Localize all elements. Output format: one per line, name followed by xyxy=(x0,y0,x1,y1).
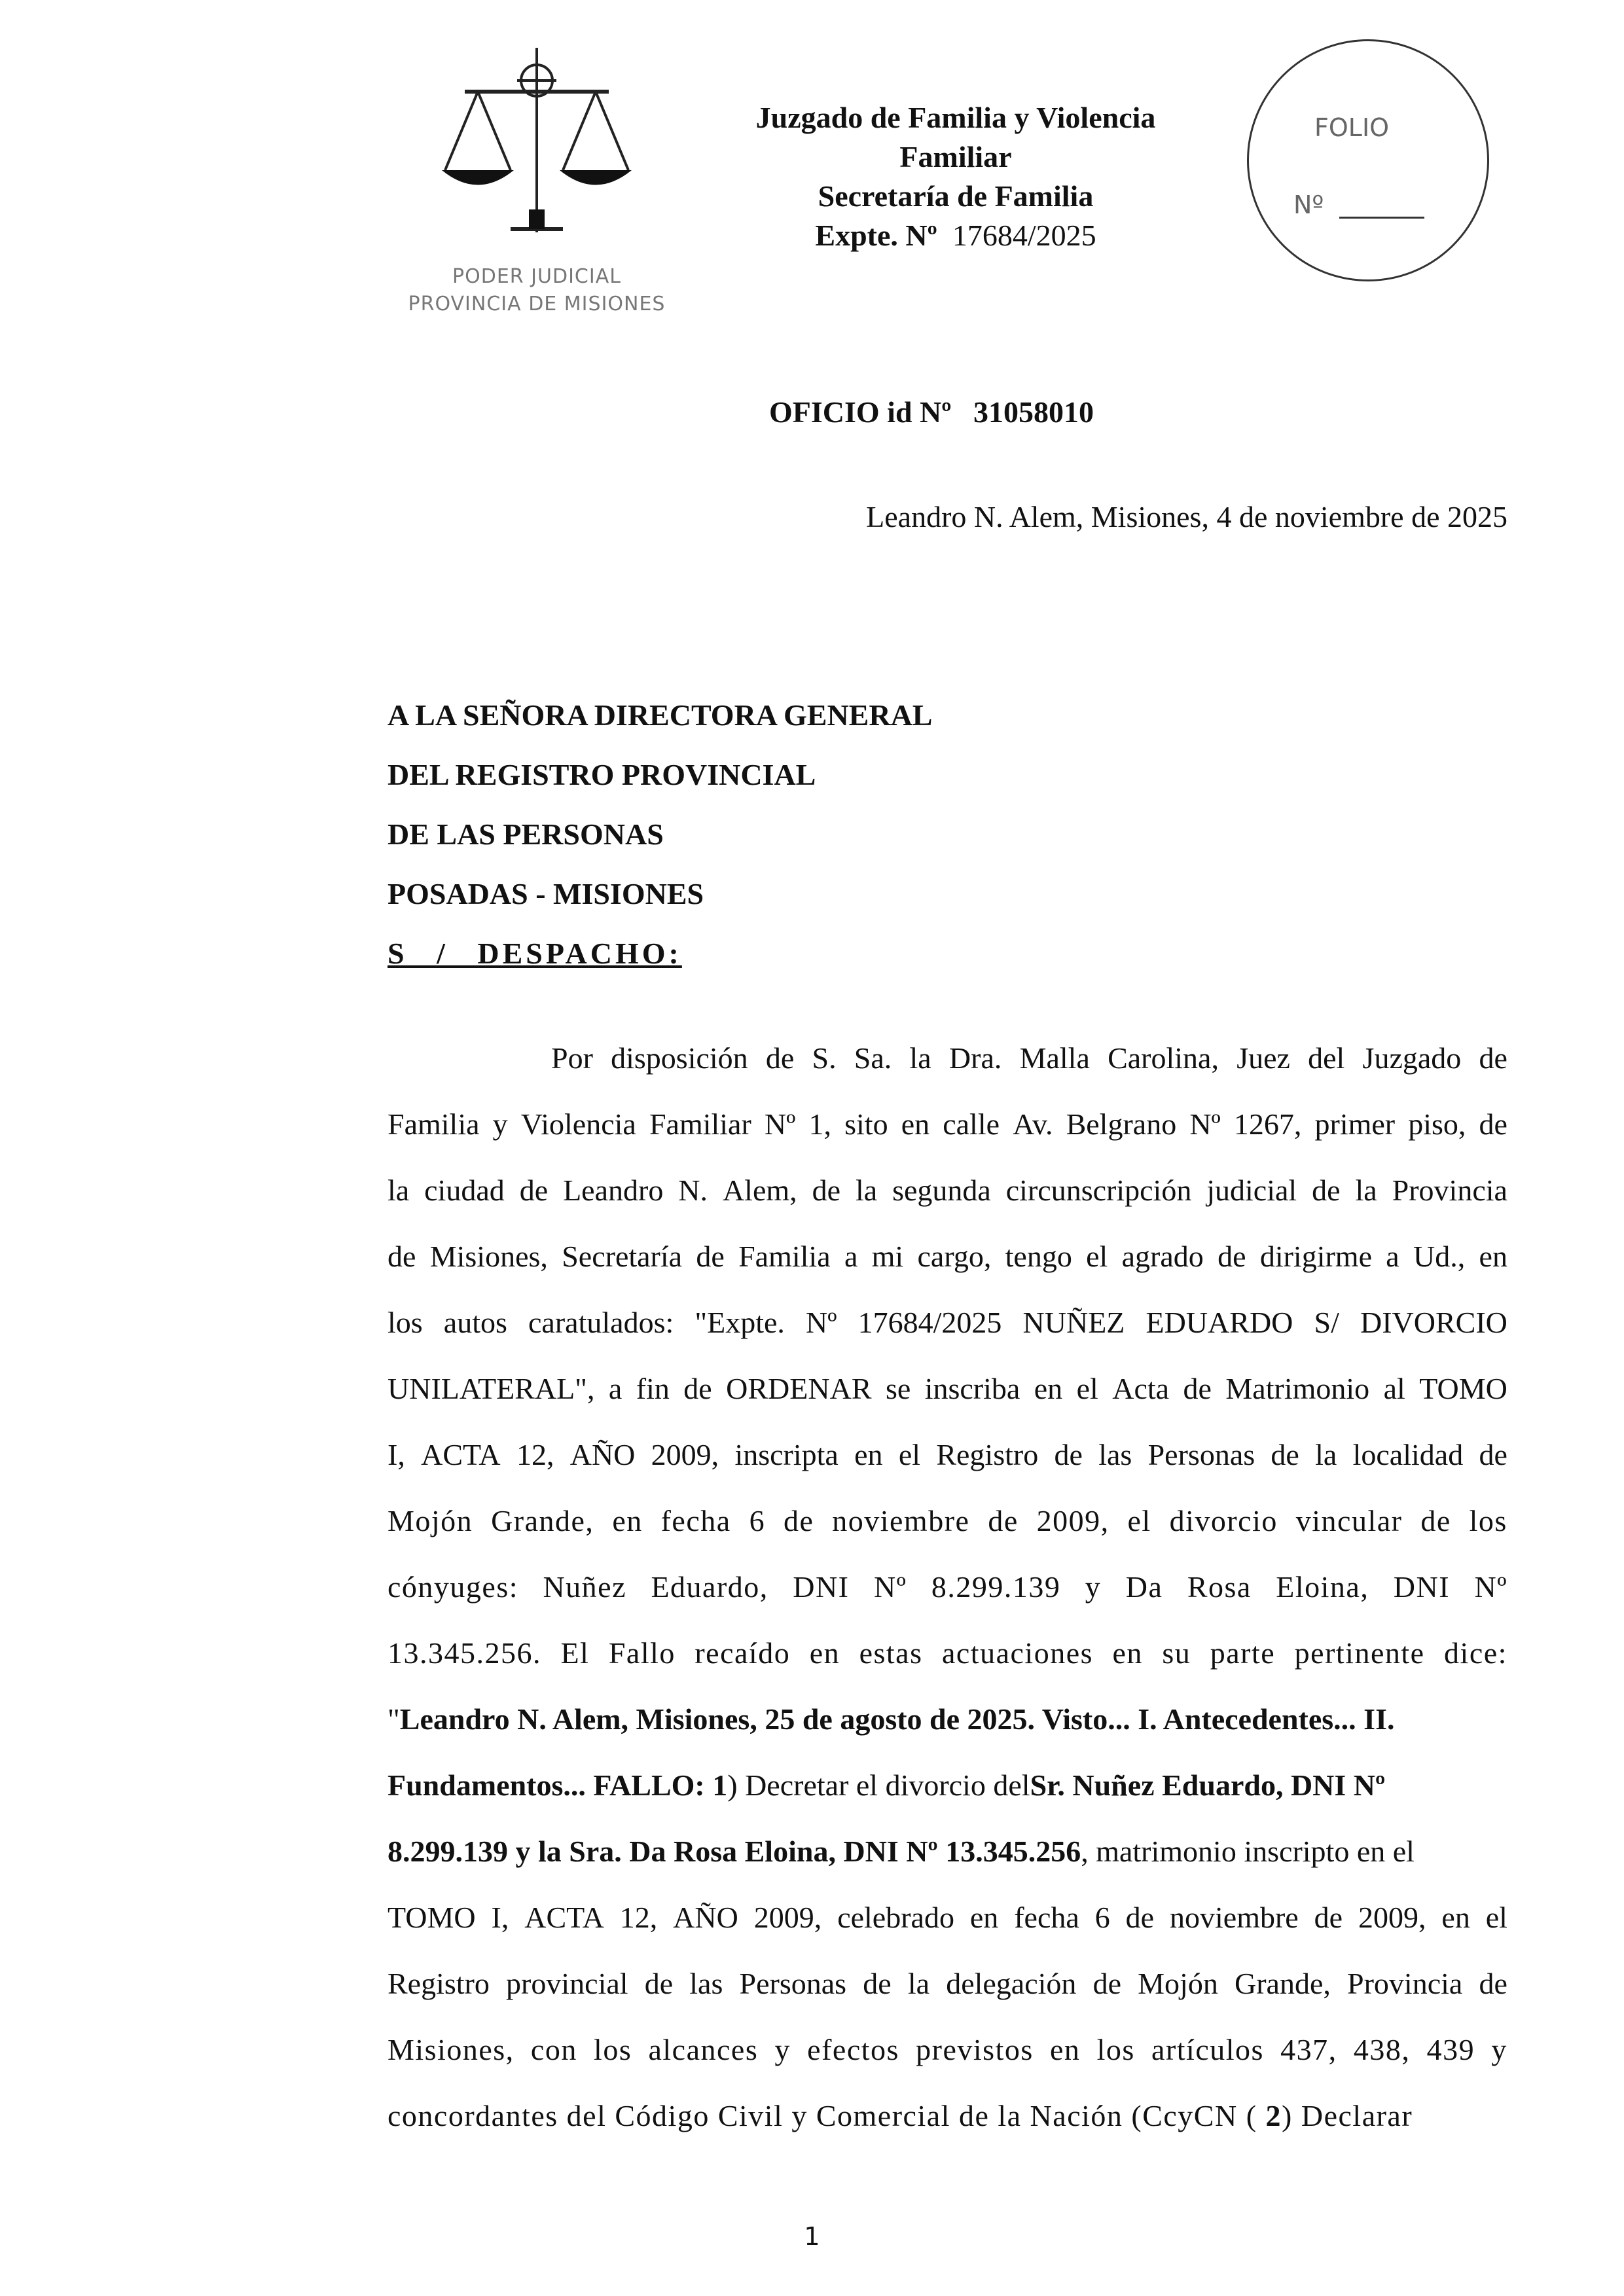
addressee-line-3: DE LAS PERSONAS xyxy=(388,817,664,851)
body-line: 13.345.256. El Fallo recaído en estas actuaciones en su parte pertinente dice: xyxy=(388,1636,1507,1670)
body-line: Mojón Grande, en fecha 6 de noviembre de 2009, el divorcio vincular de los xyxy=(388,1504,1507,1537)
scales-of-justice-icon xyxy=(439,43,635,239)
oficio-number: 31058010 xyxy=(973,395,1094,429)
body-line-fallo-heading xyxy=(388,1686,1507,1752)
body-line: UNILATERAL", a fin de ORDENAR se inscriba en el Acta de Matrimonio al TOMO xyxy=(388,1372,1507,1405)
addressee-line-2: DEL REGISTRO PROVINCIAL xyxy=(388,758,816,791)
oficio-id xyxy=(769,395,1094,429)
court-name-line-1: Juzgado de Familia y Violencia xyxy=(755,101,1156,134)
declarar-text: ) Declarar xyxy=(1282,2099,1413,2132)
party-1-bold: Sr. Nuñez Eduardo, DNI Nº xyxy=(1030,1768,1386,1802)
parties-bold: 8.299.139 y la Sra. Da Rosa Eloina, DNI Nº 13.345.256 xyxy=(388,1835,1081,1868)
folio-label: FOLIO xyxy=(1314,113,1390,142)
paren-glyph: ( xyxy=(1246,2099,1257,2132)
body-line: Por disposición de S. Sa. la Dra. Malla Carolina, Juez del Juzgado de xyxy=(551,1041,1507,1075)
fallo-date-bold: Leandro N. Alem, Misiones, 25 de agosto de 2025. Visto... I. Antecedentes... II. xyxy=(399,1702,1395,1736)
body-line: I, ACTA 12, AÑO 2009, inscripta en el Registro de las Personas de la localidad de xyxy=(388,1438,1507,1471)
body-line: los autos caratulados: "Expte. Nº 17684/2025 NUÑEZ EDUARDO S/ DIVORCIO xyxy=(388,1306,1507,1339)
expediente-number: 17684/2025 xyxy=(952,219,1096,252)
folio-number-label: Nº xyxy=(1293,190,1324,219)
expediente-label: Expte. Nº xyxy=(815,219,937,252)
body-line-fallo xyxy=(388,1752,1507,1818)
court-header xyxy=(694,98,1218,255)
document-date: Leandro N. Alem, Misiones, 4 de noviembre de 2025 xyxy=(866,500,1507,533)
parties-text: , matrimonio inscripto en el xyxy=(1081,1835,1415,1868)
oficio-body xyxy=(388,1025,1507,2149)
secretaria: Secretaría de Familia xyxy=(818,179,1094,213)
page-number: 1 xyxy=(804,2222,820,2251)
poder-judicial-logo xyxy=(406,43,668,315)
body-line-last xyxy=(388,2083,1507,2149)
addressee-line-1: A LA SEÑORA DIRECTORA GENERAL xyxy=(388,698,933,732)
court-name-line-2: Familiar xyxy=(899,140,1012,173)
oficio-label: OFICIO id Nº xyxy=(769,395,952,429)
logo-line-2: PROVINCIA DE MISIONES xyxy=(408,293,666,315)
addressee-line-4: POSADAS - MISIONES xyxy=(388,877,704,910)
last-line-text: concordantes del Código Civil y Comercial de la Nación (CcyCN xyxy=(388,2099,1238,2132)
fallo-label-bold: Fundamentos... FALLO: 1 xyxy=(388,1768,728,1802)
logo-line-1: PODER JUDICIAL xyxy=(452,265,621,288)
body-line: de Misiones, Secretaría de Familia a mi cargo, tengo el agrado de dirigirme a Ud., en xyxy=(388,1240,1507,1273)
body-line: Familia y Violencia Familiar Nº 1, sito en calle Av. Belgrano Nº 1267, primer piso, de xyxy=(388,1107,1507,1141)
quote-mark: " xyxy=(388,1702,400,1736)
body-line: TOMO I, ACTA 12, AÑO 2009, celebrado en fecha 6 de noviembre de 2009, en el xyxy=(388,1901,1507,1934)
body-line-parties xyxy=(388,1818,1507,1884)
folio-number-line xyxy=(1339,217,1424,219)
body-line: Registro provincial de las Personas de la delegación de Mojón Grande, Provincia de xyxy=(388,1967,1507,2000)
body-line: la ciudad de Leandro N. Alem, de la segunda circunscripción judicial de la Provincia xyxy=(388,1174,1507,1207)
fallo-text: ) Decretar el divorcio del xyxy=(727,1768,1030,1802)
folio-stamp xyxy=(1247,39,1489,281)
body-line: cónyuges: Nuñez Eduardo, DNI Nº 8.299.139 y Da Rosa Eloina, DNI Nº xyxy=(388,1570,1507,1604)
su-despacho: S / DESPACHO: xyxy=(388,937,682,970)
item-2-bold: 2 xyxy=(1265,2099,1282,2132)
body-line: Misiones, con los alcances y efectos previstos en los artículos 437, 438, 439 y xyxy=(388,2033,1507,2066)
expediente xyxy=(694,216,1218,255)
